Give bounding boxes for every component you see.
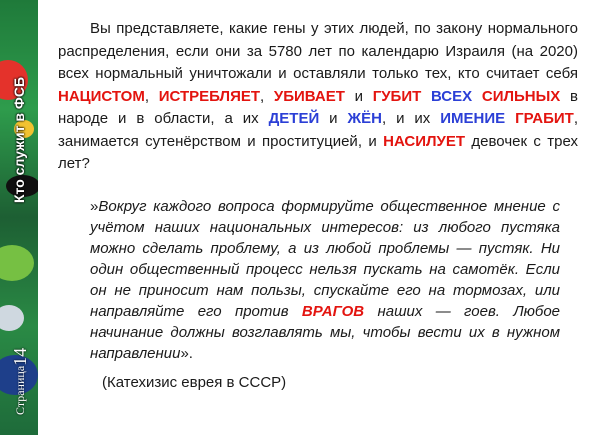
text-span: девочек с трех лет? bbox=[58, 132, 579, 172]
quote-text: наших — гоев. Любое начинание должны возглавлять мы, чтобы вести их в нужном направлении bbox=[90, 302, 561, 362]
text-span: , занимается сутенёрством и проституцией, и bbox=[58, 110, 578, 150]
text-span bbox=[421, 88, 431, 105]
sidebar-title: Кто служит в ФСБ bbox=[11, 77, 27, 204]
text-span: в народе и в области, а их bbox=[58, 87, 579, 127]
text-span: Вы представляете, какие гены у этих людей, по закону нормального распределения, если они за 5780 лет по календарю Израиля (на 2020) всех нормальный уничтожали и оставляли только тех, кто считает себя bbox=[58, 20, 578, 82]
quote-text: Вокруг каждого вопроса формируйте общественное мнение с учётом наших национальных интересов: из любого пустяка можно сделать проблему, а из любой проблемы — пустяк. Ни один общественный процесс нельзя пускать на самотёк. Если он не приносит нам пользы, спускайте его на тормозах, или направляйте его против bbox=[90, 197, 560, 320]
highlight-red: СИЛЬНЫХ bbox=[481, 87, 561, 105]
quote-block bbox=[58, 196, 560, 364]
quote-close-mark: ». bbox=[180, 344, 193, 362]
page-label: Страница bbox=[13, 365, 27, 415]
highlight-blue: ВСЕХ bbox=[431, 87, 473, 105]
main-content bbox=[58, 18, 578, 394]
quote-open-mark: » bbox=[90, 197, 99, 215]
page-indicator bbox=[8, 315, 32, 415]
quote-source: (Катехизис еврея в СССР) bbox=[102, 373, 287, 391]
text-span: , bbox=[144, 87, 159, 105]
page-number: 14 bbox=[10, 347, 30, 366]
text-span: , bbox=[260, 87, 274, 105]
highlight-blue: ИМЕНИЕ bbox=[440, 110, 506, 127]
text-span: и bbox=[319, 110, 348, 127]
text-span bbox=[472, 88, 482, 105]
highlight-red: ВРАГОВ bbox=[301, 302, 365, 320]
sidebar-banner bbox=[0, 0, 38, 435]
highlight-blue: ДЕТЕЙ bbox=[268, 110, 320, 127]
paragraph-main bbox=[58, 18, 578, 176]
text-span: , и их bbox=[381, 110, 441, 127]
highlight-red: ИСТРЕБЛЯЕТ bbox=[158, 87, 261, 105]
highlight-red: НАЦИСТОМ bbox=[58, 87, 145, 105]
highlight-red: ГУБИТ bbox=[372, 87, 422, 105]
text-span: и bbox=[344, 87, 373, 105]
decor-green-shape bbox=[0, 245, 34, 281]
highlight-red: УБИВАЕТ bbox=[273, 87, 345, 105]
highlight-red: НАСИЛУЕТ bbox=[383, 132, 466, 150]
highlight-red: ГРАБИТ bbox=[515, 110, 574, 127]
text-span bbox=[505, 110, 515, 127]
highlight-blue: ЖЁН bbox=[347, 110, 382, 127]
